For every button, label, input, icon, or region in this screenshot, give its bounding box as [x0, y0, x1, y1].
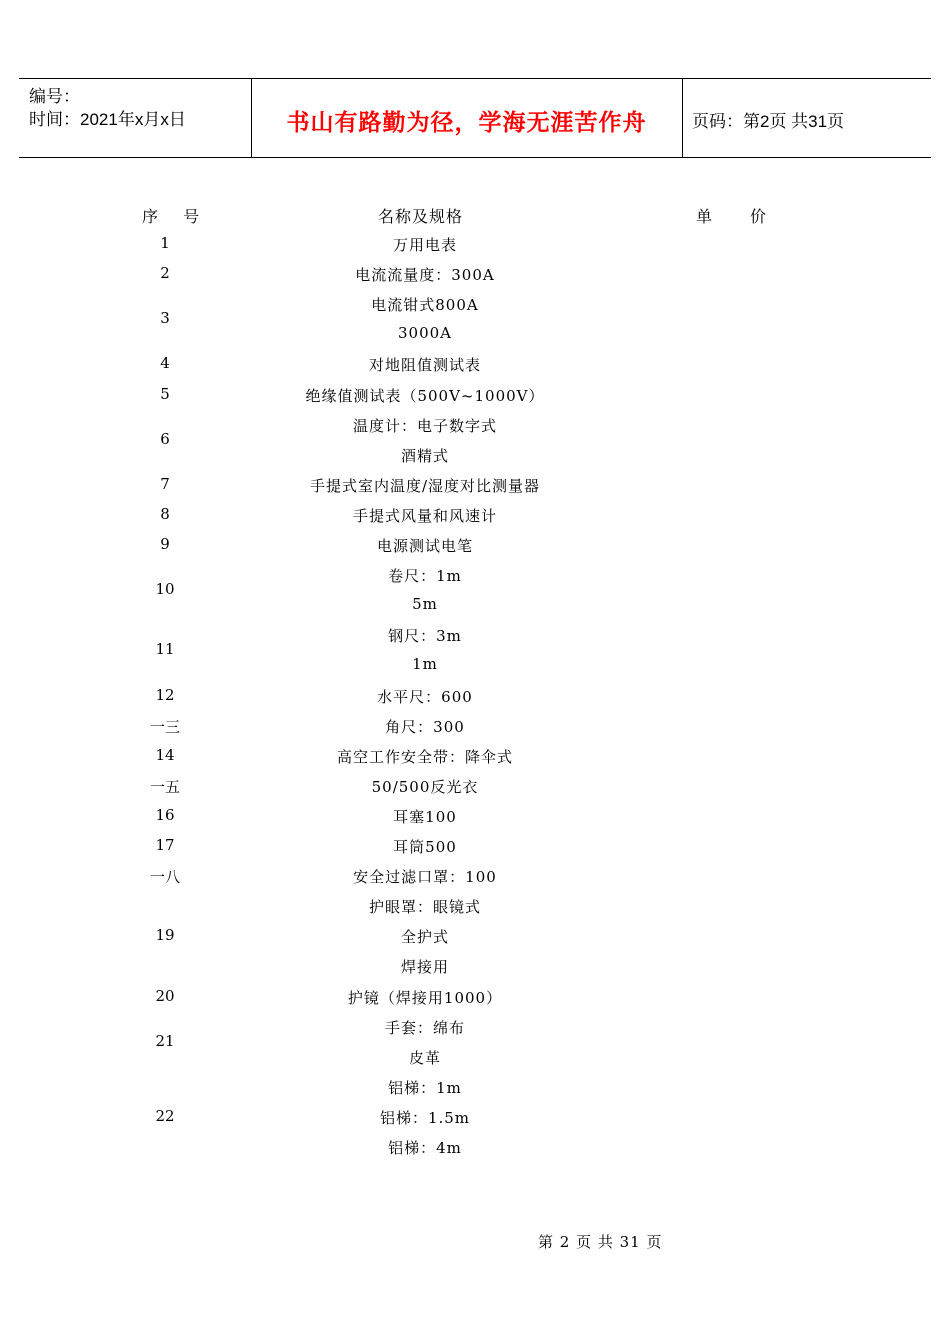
header-motto-cell: [251, 79, 683, 157]
row-item-name: 1m: [412, 655, 438, 674]
row-item-name: 卷尺：1m: [388, 567, 462, 586]
row-item-name: 对地阻值测试表: [368, 356, 481, 375]
row-item-name: 电源测试电笔: [376, 537, 473, 555]
row-item-name: 水平尺：600: [377, 687, 473, 706]
row-number: 11: [155, 640, 175, 659]
row-number: 6: [160, 429, 170, 448]
row-item-name: 皮革: [408, 1048, 441, 1067]
row-number: 20: [155, 986, 175, 1005]
row-item-name: 铝梯：4m: [388, 1139, 462, 1157]
row-item-name: 3000A: [397, 324, 452, 343]
document-header: [19, 78, 931, 158]
row-item-name: 钢尺：3m: [388, 627, 462, 646]
row-item-name: 角尺：300: [385, 717, 465, 736]
column-header-price-b: 价: [750, 207, 767, 226]
row-number: 9: [160, 535, 170, 553]
row-number: 一五: [149, 777, 180, 796]
row-item-name: 手提式风量和风速计: [352, 506, 497, 525]
row-number: 16: [155, 805, 175, 824]
row-number: 3: [160, 309, 170, 328]
row-number: 17: [155, 836, 175, 854]
column-header-name: 名称及规格: [378, 207, 464, 226]
column-header-price-a: 单: [696, 207, 713, 226]
row-item-name: 5m: [412, 595, 438, 614]
row-number: 2: [160, 264, 170, 283]
row-item-name: 电流流量度：300A: [355, 266, 495, 285]
header-motto: 书山有路勤为径，学海无涯苦作舟: [286, 110, 647, 136]
row-number: 7: [160, 474, 170, 493]
row-item-name: 焊接用: [400, 958, 449, 977]
date-label: 时间：2021年x月x日: [29, 110, 186, 129]
row-number: 12: [155, 685, 175, 704]
row-number: 一八: [149, 868, 180, 887]
column-header-price: [696, 204, 804, 227]
row-item-name: 铝梯：1m: [388, 1078, 462, 1097]
row-number: 22: [155, 1106, 175, 1125]
header-page-cell: [682, 79, 931, 157]
column-header-seq: 序 号: [142, 207, 210, 226]
row-number: 10: [155, 580, 175, 599]
row-item-name: 高空工作安全带：降伞式: [336, 747, 513, 766]
row-item-name: 护镜（焊接用1000）: [347, 988, 503, 1007]
row-item-name: 安全过滤口罩：100: [353, 868, 497, 887]
row-number: 8: [160, 504, 170, 523]
row-item-name: 50/500反光衣: [371, 777, 479, 796]
row-item-name: 酒精式: [400, 446, 449, 465]
row-item-name: 耳筒500: [393, 838, 457, 856]
row-item-name: 护眼罩：眼镜式: [368, 898, 481, 917]
row-item-name: 全护式: [400, 928, 449, 947]
row-item-name: 万用电表: [392, 236, 457, 254]
row-item-name: 绝缘值测试表（500V~1000V）: [305, 386, 545, 405]
row-item-name: 铝梯：1.5m: [379, 1108, 471, 1127]
row-number: 1: [160, 234, 170, 252]
row-number: 4: [160, 354, 170, 373]
row-item-name: 温度计：电子数字式: [352, 416, 497, 435]
row-number: 14: [155, 745, 175, 764]
row-item-name: 电流钳式800A: [371, 296, 479, 315]
row-item-name: 耳塞100: [393, 807, 457, 826]
row-number: 一三: [149, 717, 180, 736]
page-footer: 第 2 页 共 31 页: [538, 1233, 663, 1251]
header-meta-cell: [19, 79, 252, 157]
row-number: 21: [155, 1031, 175, 1050]
row-number: 5: [160, 384, 170, 403]
header-page-info: 页码：第2页 共31页: [692, 112, 845, 131]
code-label: 编号：: [29, 87, 80, 106]
row-item-name: 手套：绵布: [384, 1018, 465, 1037]
row-item-name: 手提式室内温度/湿度对比测量器: [309, 476, 541, 495]
row-number: 19: [155, 926, 175, 945]
